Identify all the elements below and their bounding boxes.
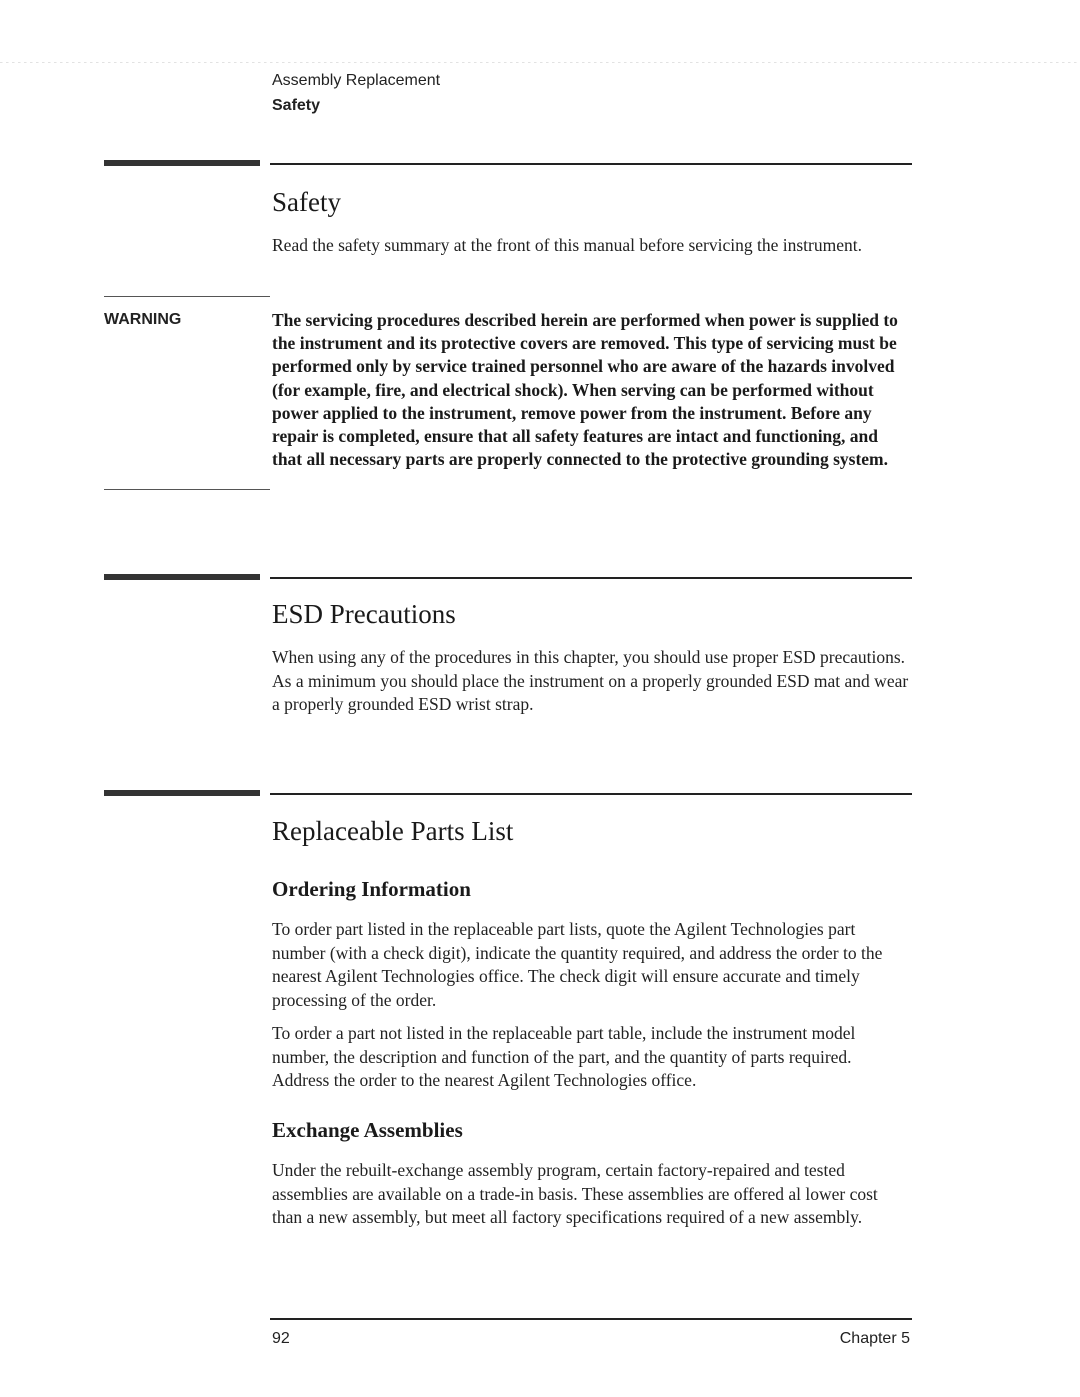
running-header-chapter: Assembly Replacement (272, 72, 441, 89)
footer-rule (270, 1318, 912, 1320)
section-marker-bar (104, 790, 260, 796)
scan-artifact-line (0, 62, 1080, 63)
page-number: 92 (272, 1330, 290, 1347)
warning-text: The servicing procedures described herein are performed when power is supplied to the instrument and its protective covers are removed. This type of servicing must be performed only by service trained personnel who are aware of the hazards involved (for example, fire, and electrical shock). When serving can be performed without power applied to the instrument, remove power from the instrument. Before any repair is completed, ensure that all safety features are intact and functioning, and that all necessary parts are properly connected to the protective grounding system. (272, 310, 898, 470)
running-header-section: Safety (272, 97, 321, 114)
section-title-esd: ESD Precautions (272, 599, 456, 629)
ordering-paragraph-2: To order a part not listed in the replaceable part table, include the instrument model number, the description and function of the part, and the quantity of parts required. Address the order to the nearest Agilent Technologies office. (272, 1023, 856, 1090)
warning-top-rule (104, 296, 270, 297)
subsection-title-exchange: Exchange Assemblies (272, 1118, 463, 1142)
section-title-parts: Replaceable Parts List (272, 816, 514, 846)
section-rule (270, 163, 912, 165)
ordering-paragraph-1: To order part listed in the replaceable part lists, quote the Agilent Technologies part number (with a check digit), indicate the quantity required, and address the order to the nearest Agilent Technologies office. The check digit will ensure accurate and timely processing of the order. (272, 919, 883, 1010)
section-rule (270, 793, 912, 795)
section-title-safety: Safety (272, 187, 341, 217)
safety-intro: Read the safety summary at the front of this manual before servicing the instrument. (272, 235, 862, 255)
section-marker-bar (104, 160, 260, 166)
warning-bottom-rule (104, 489, 270, 490)
section-rule (270, 577, 912, 579)
section-marker-bar (104, 574, 260, 580)
footer-chapter: Chapter 5 (839, 1330, 910, 1347)
warning-label: WARNING (104, 311, 182, 328)
esd-text: When using any of the procedures in this chapter, you should use proper ESD precautions. As a minimum you should place the instrument on a properly grounded ESD mat and wear a properly grounded ESD wrist strap. (272, 647, 909, 714)
exchange-paragraph: Under the rebuilt-exchange assembly program, certain factory-repaired and tested assemblies are available on a trade-in basis. These assemblies are offered al lower cost than a new assembly, but meet all factory specifications required of a new assembly. (272, 1160, 878, 1227)
subsection-title-ordering: Ordering Information (272, 877, 471, 901)
